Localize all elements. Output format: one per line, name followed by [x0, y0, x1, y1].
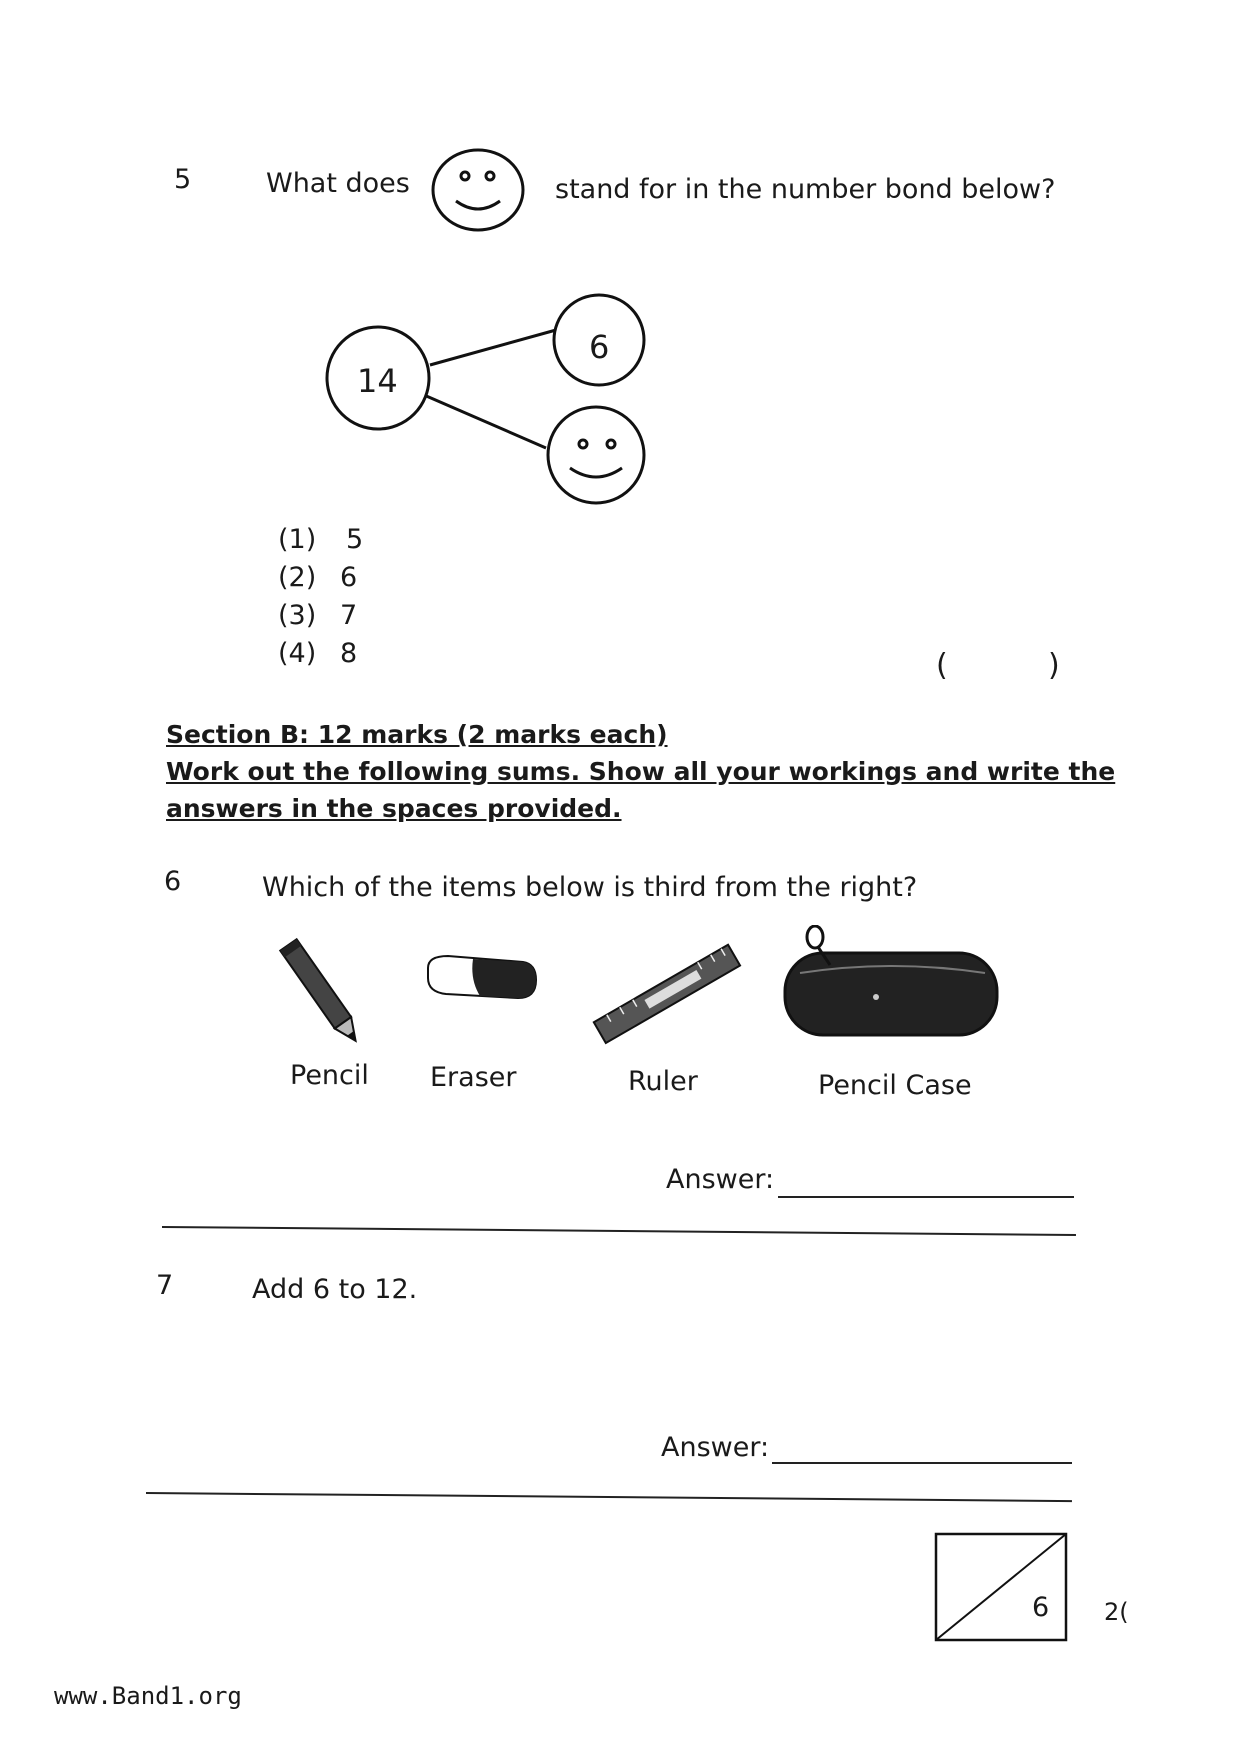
option-value: 5: [346, 524, 364, 555]
option-4[interactable]: [278, 638, 357, 669]
section-b-instruction-line1: Work out the following sums. Show all your workings and write the: [166, 757, 1116, 786]
question-6-separator: [162, 1226, 1076, 1236]
section-b-instruction-line2: answers in the spaces provided.: [166, 794, 622, 823]
bond-whole-value: 14: [357, 362, 398, 400]
option-value: 8: [340, 638, 358, 669]
option-2[interactable]: [278, 562, 357, 593]
option-value: 6: [340, 562, 358, 593]
option-label: (1): [278, 524, 317, 555]
question-6-number: 6: [164, 866, 182, 897]
section-b-title: Section B: 12 marks (2 marks each): [166, 720, 668, 749]
number-bond-diagram: [320, 290, 660, 510]
option-value: 7: [340, 600, 358, 631]
answer-bracket-open[interactable]: (: [936, 648, 948, 683]
marks-box: [934, 1532, 1070, 1644]
bond-smiley-icon: [548, 407, 644, 503]
question-5-text-after: stand for in the number bond below?: [555, 174, 1056, 205]
question-5-number: 5: [174, 164, 192, 195]
question-6-answer-label: Answer:: [666, 1164, 775, 1195]
question-7-answer-line[interactable]: [772, 1462, 1072, 1464]
question-6-text: Which of the items below is third from the right?: [262, 872, 918, 903]
option-label: (3): [278, 600, 317, 631]
option-label: (4): [278, 638, 317, 669]
question-6-answer-line[interactable]: [778, 1196, 1074, 1198]
marks-box-score: 6: [1032, 1592, 1050, 1623]
question-7-text: Add 6 to 12.: [252, 1274, 418, 1305]
bond-part-value: 6: [589, 328, 610, 366]
item-label-eraser: Eraser: [430, 1062, 517, 1093]
footer-url[interactable]: www.Band1.org: [54, 1682, 242, 1710]
item-label-pencil: Pencil: [290, 1060, 369, 1091]
option-1[interactable]: [278, 524, 363, 555]
question-7-separator: [146, 1492, 1072, 1502]
question-5-text-before: What does: [266, 168, 410, 199]
option-label: (2): [278, 562, 317, 593]
option-3[interactable]: [278, 600, 357, 631]
smiley-face-icon: [428, 145, 528, 235]
side-mark: 2(: [1104, 1598, 1129, 1626]
pencil-icon: [270, 930, 370, 1055]
pencil-case-icon: [780, 925, 1005, 1045]
item-label-pencil-case: Pencil Case: [818, 1070, 972, 1101]
question-7-number: 7: [156, 1270, 174, 1301]
question-7-answer-label: Answer:: [661, 1432, 770, 1463]
item-label-ruler: Ruler: [628, 1066, 698, 1097]
answer-bracket-close[interactable]: ): [1048, 648, 1060, 683]
eraser-icon: [418, 948, 543, 1008]
ruler-icon: [585, 940, 750, 1050]
